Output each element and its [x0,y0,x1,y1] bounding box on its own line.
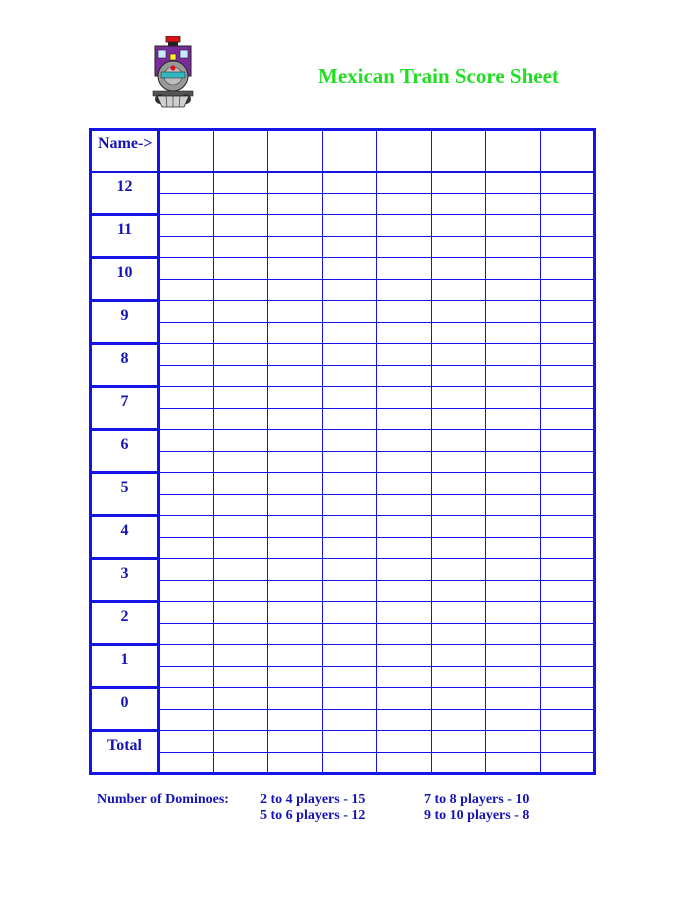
score-cell[interactable] [431,301,486,323]
player-name-cell[interactable] [377,130,432,172]
score-cell[interactable] [159,688,214,710]
dominoes-label: Number of Dominoes: [97,792,229,807]
score-row [91,537,595,559]
running-total-cell[interactable] [377,709,432,731]
score-cell[interactable] [431,258,486,280]
running-total-cell[interactable] [486,451,541,473]
running-total-cell[interactable] [486,279,541,301]
round-label: 10 [91,258,159,301]
running-total-cell[interactable] [540,709,595,731]
running-total-cell[interactable] [431,408,486,430]
score-cell[interactable] [431,559,486,581]
score-cell[interactable] [268,645,323,667]
running-total-cell[interactable] [213,494,268,516]
score-cell[interactable] [377,258,432,280]
running-total-cell[interactable] [159,623,214,645]
round-label: 1 [91,645,159,688]
score-cell[interactable] [377,645,432,667]
score-row [91,602,595,624]
running-total-cell[interactable] [377,666,432,688]
score-cell[interactable] [159,258,214,280]
score-cell[interactable] [540,301,595,323]
running-total-cell[interactable] [322,236,377,258]
running-total-cell[interactable] [159,365,214,387]
running-total-cell[interactable] [268,279,323,301]
score-cell[interactable] [213,430,268,452]
running-total-cell[interactable] [213,623,268,645]
score-cell[interactable] [431,516,486,538]
score-cell[interactable] [431,602,486,624]
running-total-cell[interactable] [431,709,486,731]
score-cell[interactable] [268,215,323,237]
score-cell[interactable] [431,731,486,753]
running-total-cell[interactable] [213,236,268,258]
score-cell[interactable] [486,301,541,323]
score-cell[interactable] [159,602,214,624]
score-cell[interactable] [322,258,377,280]
score-cell[interactable] [486,215,541,237]
score-cell[interactable] [159,645,214,667]
score-cell[interactable] [540,645,595,667]
score-cell[interactable] [322,473,377,495]
score-cell[interactable] [377,516,432,538]
running-total-cell[interactable] [159,752,214,774]
running-total-cell[interactable] [268,666,323,688]
score-cell[interactable] [540,430,595,452]
running-total-cell[interactable] [322,666,377,688]
score-cell[interactable] [213,301,268,323]
score-row [91,559,595,581]
score-row [91,193,595,215]
score-row [91,709,595,731]
score-cell[interactable] [322,301,377,323]
score-cell[interactable] [540,215,595,237]
running-total-cell[interactable] [322,537,377,559]
score-cell[interactable] [322,430,377,452]
player-name-cell[interactable] [268,130,323,172]
score-cell[interactable] [268,344,323,366]
score-cell[interactable] [540,559,595,581]
score-cell[interactable] [486,516,541,538]
score-cell[interactable] [213,688,268,710]
score-cell[interactable] [159,215,214,237]
running-total-cell[interactable] [431,236,486,258]
score-cell[interactable] [486,344,541,366]
running-total-cell[interactable] [540,752,595,774]
score-row [91,365,595,387]
score-cell[interactable] [268,559,323,581]
running-total-cell[interactable] [540,365,595,387]
player-name-cell[interactable] [486,130,541,172]
running-total-cell[interactable] [486,752,541,774]
score-cell[interactable] [540,516,595,538]
running-total-cell[interactable] [486,365,541,387]
score-cell[interactable] [322,344,377,366]
score-cell[interactable] [540,344,595,366]
score-cell[interactable] [159,172,214,194]
score-row [91,666,595,688]
score-cell[interactable] [540,473,595,495]
locomotive-icon [151,36,195,108]
score-cell[interactable] [322,516,377,538]
running-total-cell[interactable] [377,451,432,473]
running-total-cell[interactable] [486,322,541,344]
running-total-cell[interactable] [159,537,214,559]
running-total-cell[interactable] [377,580,432,602]
running-total-cell[interactable] [431,365,486,387]
score-cell[interactable] [486,688,541,710]
running-total-cell[interactable] [377,279,432,301]
score-cell[interactable] [213,516,268,538]
score-row [91,258,595,280]
score-row [91,494,595,516]
running-total-cell[interactable] [268,623,323,645]
score-cell[interactable] [377,559,432,581]
score-cell[interactable] [377,430,432,452]
running-total-cell[interactable] [268,451,323,473]
running-total-cell[interactable] [540,537,595,559]
score-cell[interactable] [486,559,541,581]
score-cell[interactable] [486,473,541,495]
score-cell[interactable] [377,301,432,323]
score-cell[interactable] [213,344,268,366]
score-cell[interactable] [322,731,377,753]
player-name-cell[interactable] [431,130,486,172]
running-total-cell[interactable] [486,580,541,602]
score-row [91,645,595,667]
score-cell[interactable] [268,387,323,409]
running-total-cell[interactable] [540,623,595,645]
running-total-cell[interactable] [377,537,432,559]
running-total-cell[interactable] [322,193,377,215]
score-cell[interactable] [268,172,323,194]
score-row [91,387,595,409]
running-total-cell[interactable] [431,537,486,559]
player-name-cell[interactable] [322,130,377,172]
running-total-cell[interactable] [486,408,541,430]
running-total-cell[interactable] [486,623,541,645]
player-name-cell[interactable] [213,130,268,172]
score-cell[interactable] [377,473,432,495]
score-cell[interactable] [268,473,323,495]
score-cell[interactable] [431,215,486,237]
running-total-cell[interactable] [322,365,377,387]
score-cell[interactable] [431,344,486,366]
running-total-cell[interactable] [540,580,595,602]
running-total-cell[interactable] [268,537,323,559]
score-cell[interactable] [377,602,432,624]
score-cell[interactable] [268,516,323,538]
running-total-cell[interactable] [377,408,432,430]
running-total-cell[interactable] [268,580,323,602]
running-total-cell[interactable] [159,236,214,258]
running-total-cell[interactable] [213,752,268,774]
running-total-cell[interactable] [268,236,323,258]
score-cell[interactable] [159,387,214,409]
running-total-cell[interactable] [431,752,486,774]
running-total-cell[interactable] [213,279,268,301]
score-row [91,215,595,237]
running-total-cell[interactable] [431,580,486,602]
running-total-cell[interactable] [540,193,595,215]
dominoes-rule-9-10: 9 to 10 players - 8 [424,808,530,823]
running-total-cell[interactable] [486,709,541,731]
round-label: 9 [91,301,159,344]
round-label: 8 [91,344,159,387]
score-cell[interactable] [213,473,268,495]
score-row [91,236,595,258]
score-cell[interactable] [322,559,377,581]
score-cell[interactable] [159,301,214,323]
score-row [91,516,595,538]
round-label: 12 [91,172,159,215]
score-cell[interactable] [540,602,595,624]
score-cell[interactable] [322,602,377,624]
running-total-cell[interactable] [431,451,486,473]
score-cell[interactable] [431,430,486,452]
score-row [91,344,595,366]
running-total-cell[interactable] [213,666,268,688]
running-total-cell[interactable] [268,408,323,430]
running-total-cell[interactable] [268,322,323,344]
running-total-cell[interactable] [540,322,595,344]
running-total-cell[interactable] [159,322,214,344]
score-cell[interactable] [540,258,595,280]
score-row [91,623,595,645]
running-total-cell[interactable] [159,451,214,473]
score-table [89,128,596,775]
running-total-cell[interactable] [377,322,432,344]
score-cell[interactable] [377,172,432,194]
score-row [91,580,595,602]
running-total-cell[interactable] [486,666,541,688]
running-total-cell[interactable] [159,279,214,301]
score-cell[interactable] [486,430,541,452]
running-total-cell[interactable] [159,193,214,215]
running-total-cell[interactable] [431,193,486,215]
score-cell[interactable] [486,731,541,753]
score-cell[interactable] [159,430,214,452]
score-cell[interactable] [159,731,214,753]
dominoes-rule-7-8: 7 to 8 players - 10 [424,792,530,807]
score-cell[interactable] [213,559,268,581]
score-cell[interactable] [431,387,486,409]
score-cell[interactable] [540,172,595,194]
running-total-cell[interactable] [486,537,541,559]
running-total-cell[interactable] [159,580,214,602]
total-row [91,731,595,753]
running-total-cell[interactable] [322,580,377,602]
running-total-cell[interactable] [486,236,541,258]
round-label: 0 [91,688,159,731]
score-cell[interactable] [377,387,432,409]
score-cell[interactable] [268,258,323,280]
score-cell[interactable] [213,731,268,753]
round-label: 7 [91,387,159,430]
score-cell[interactable] [431,172,486,194]
running-total-cell[interactable] [540,451,595,473]
running-total-cell[interactable] [431,623,486,645]
score-cell[interactable] [159,516,214,538]
dominoes-rule-5-6: 5 to 6 players - 12 [260,808,366,823]
running-total-cell[interactable] [540,236,595,258]
names-row [91,130,595,172]
player-name-cell[interactable] [159,130,214,172]
dominoes-rule-2-4: 2 to 4 players - 15 [260,792,366,807]
score-cell[interactable] [268,688,323,710]
score-cell[interactable] [268,602,323,624]
score-row [91,430,595,452]
running-total-cell[interactable] [540,666,595,688]
score-cell[interactable] [377,688,432,710]
score-row [91,279,595,301]
score-cell[interactable] [268,430,323,452]
score-cell[interactable] [377,344,432,366]
score-cell[interactable] [213,172,268,194]
score-cell[interactable] [213,645,268,667]
running-total-cell[interactable] [322,408,377,430]
score-cell[interactable] [268,301,323,323]
running-total-cell[interactable] [377,494,432,516]
running-total-cell[interactable] [213,537,268,559]
round-label: 5 [91,473,159,516]
score-cell[interactable] [322,688,377,710]
running-total-cell[interactable] [431,666,486,688]
running-total-cell[interactable] [213,193,268,215]
running-total-cell[interactable] [213,408,268,430]
running-total-cell[interactable] [377,365,432,387]
score-cell[interactable] [431,688,486,710]
running-total-cell[interactable] [540,494,595,516]
score-row [91,172,595,194]
running-total-cell[interactable] [159,666,214,688]
score-row [91,322,595,344]
round-label: 11 [91,215,159,258]
score-cell[interactable] [540,387,595,409]
score-cell[interactable] [213,387,268,409]
running-total-cell[interactable] [431,494,486,516]
score-cell[interactable] [159,473,214,495]
score-row [91,688,595,710]
score-cell[interactable] [377,215,432,237]
score-cell[interactable] [322,387,377,409]
running-total-cell[interactable] [540,279,595,301]
running-total-cell[interactable] [213,451,268,473]
running-total-cell[interactable] [159,408,214,430]
running-total-cell[interactable] [213,709,268,731]
score-cell[interactable] [159,559,214,581]
score-cell[interactable] [268,731,323,753]
running-total-cell[interactable] [268,752,323,774]
running-total-cell[interactable] [268,193,323,215]
page-title: Mexican Train Score Sheet [318,64,559,88]
running-total-cell[interactable] [159,494,214,516]
running-total-cell[interactable] [322,451,377,473]
running-total-cell[interactable] [377,236,432,258]
score-row [91,451,595,473]
running-total-cell[interactable] [377,193,432,215]
running-total-cell[interactable] [322,494,377,516]
score-cell[interactable] [486,172,541,194]
running-total-cell[interactable] [322,623,377,645]
round-label: 4 [91,516,159,559]
player-name-cell[interactable] [540,130,595,172]
score-row [91,301,595,323]
score-cell[interactable] [486,387,541,409]
score-cell[interactable] [486,258,541,280]
score-cell[interactable] [322,645,377,667]
total-row [91,752,595,774]
running-total-cell[interactable] [322,752,377,774]
running-total-cell[interactable] [213,365,268,387]
running-total-cell[interactable] [486,193,541,215]
score-cell[interactable] [213,258,268,280]
running-total-cell[interactable] [322,709,377,731]
score-cell[interactable] [540,731,595,753]
running-total-cell[interactable] [159,709,214,731]
score-row [91,408,595,430]
score-cell[interactable] [213,602,268,624]
running-total-cell[interactable] [268,494,323,516]
round-label: 3 [91,559,159,602]
total-label: Total [91,731,159,774]
score-cell[interactable] [159,344,214,366]
running-total-cell[interactable] [268,365,323,387]
score-cell[interactable] [431,473,486,495]
running-total-cell[interactable] [322,322,377,344]
score-cell[interactable] [486,645,541,667]
score-cell[interactable] [322,172,377,194]
round-label: 6 [91,430,159,473]
running-total-cell[interactable] [486,494,541,516]
running-total-cell[interactable] [377,623,432,645]
running-total-cell[interactable] [213,580,268,602]
score-cell[interactable] [540,688,595,710]
running-total-cell[interactable] [322,279,377,301]
running-total-cell[interactable] [213,322,268,344]
running-total-cell[interactable] [377,752,432,774]
running-total-cell[interactable] [540,408,595,430]
running-total-cell[interactable] [268,709,323,731]
score-cell[interactable] [322,215,377,237]
score-cell[interactable] [377,731,432,753]
round-label: 2 [91,602,159,645]
score-cell[interactable] [213,215,268,237]
running-total-cell[interactable] [431,322,486,344]
score-row [91,473,595,495]
running-total-cell[interactable] [431,279,486,301]
name-label: Name-> [91,130,159,172]
score-cell[interactable] [431,645,486,667]
score-cell[interactable] [486,602,541,624]
